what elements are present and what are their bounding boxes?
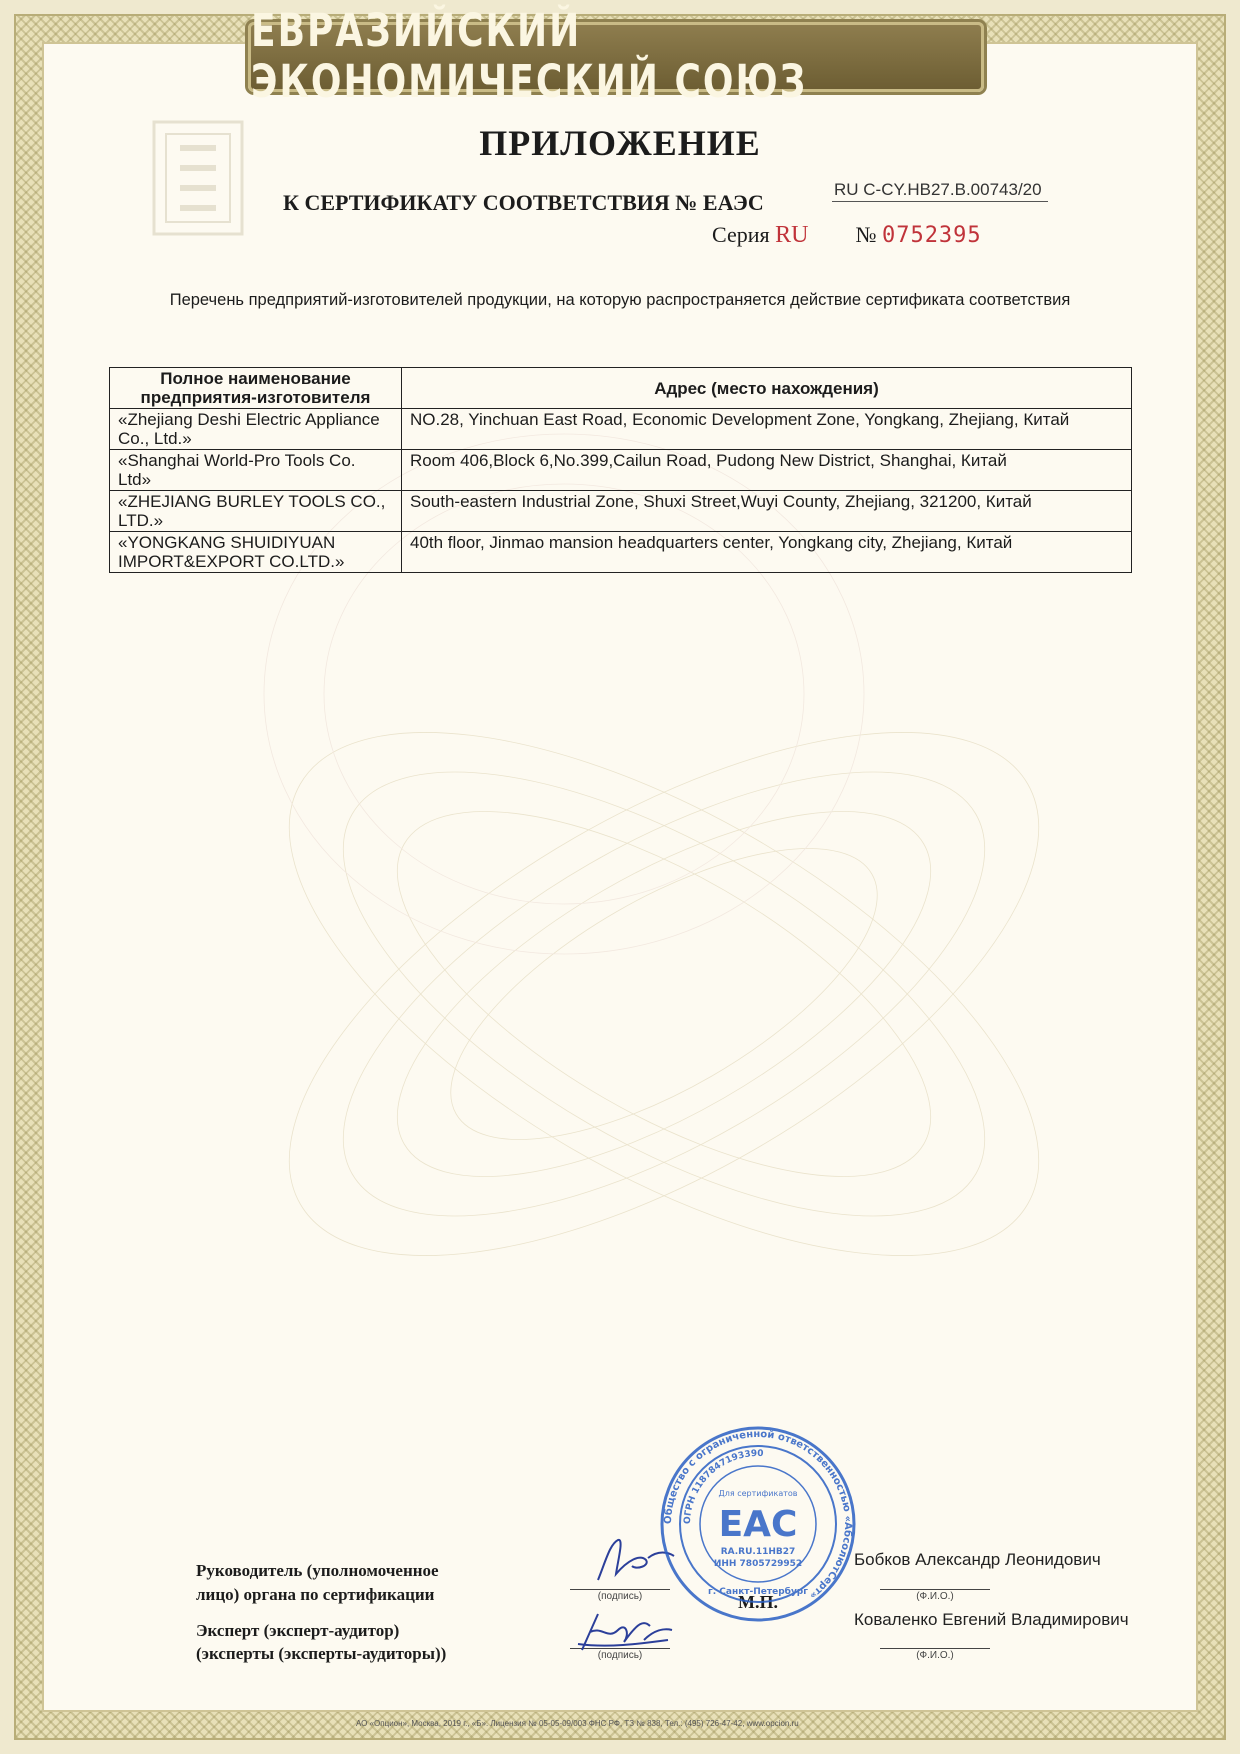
manufacturer-address: 40th floor, Jinmao mansion headquarters center, Yongkang city, Zhejiang, Китай: [402, 532, 1132, 573]
certification-stamp: [658, 1424, 858, 1624]
page-title: ПРИЛОЖЕНИЕ: [479, 123, 761, 163]
certificate-subtitle: К СЕРТИФИКАТУ СООТВЕТСТВИЯ № ЕАЭС: [283, 190, 764, 215]
mp-label: М.П.: [738, 1592, 778, 1612]
manufacturer-name: «ZHEJIANG BURLEY TOOLS CO., LTD.»: [110, 491, 402, 532]
head-name: Бобков Александр Леонидович: [854, 1550, 1101, 1569]
manufacturers-table: [109, 367, 1132, 573]
expert-signature-caption: (подпись): [570, 1648, 670, 1661]
eac-mark-icon: EAC: [718, 1504, 798, 1545]
table-header-row: [110, 368, 1132, 409]
manufacturer-name: «Zhejiang Deshi Electric Appliance Co., Ltd.»: [110, 409, 402, 450]
stamp-inn: ИНН 7805729952: [713, 1559, 803, 1569]
header-name: Полное наименование предприятия-изготовителя: [110, 368, 402, 409]
expert-name: Коваленко Евгений Владимирович: [854, 1610, 1129, 1629]
stamp-city: г. Санкт-Петербург: [708, 1587, 808, 1597]
stamp-ogrn: ОГРН 1187847193390: [682, 1448, 764, 1525]
stamp-body: Для сертификатов: [718, 1489, 798, 1498]
manufacturer-name: «YONGKANG SHUIDIYUAN IMPORT&EXPORT CO.LTD.»: [110, 532, 402, 573]
blank-number: 0752395: [881, 223, 982, 248]
manufacturer-address: Room 406,Block 6,No.399,Cailun Road, Pudong New District, Shanghai, Китай: [402, 450, 1132, 491]
header-banner: [248, 5, 984, 109]
expert-fio-caption: (Ф.И.О.): [880, 1648, 990, 1661]
stamp-accreditation: RA.RU.11НВ27: [720, 1547, 796, 1557]
series-line: [712, 222, 982, 249]
series-label: Серия: [712, 222, 770, 247]
banner-text: ЕВРАЗИЙСКИЙ ЭКОНОМИЧЕСКИЙ СОЮЗ: [251, 5, 808, 109]
series-code: RU: [775, 222, 809, 248]
table-row: [110, 409, 1132, 450]
expert-label-line1: Эксперт (эксперт-аудитор): [196, 1621, 400, 1640]
head-fio-caption: (Ф.И.О.): [880, 1589, 990, 1602]
printer-footer: АО «Опцион», Москва, 2019 г., «Б». Лицензия № 05-05-09/003 ФНС РФ, ТЗ № 838, Тел.: (495) 726-47-42, www.opcion.ru: [356, 1719, 799, 1728]
head-label-line1: Руководитель (уполномоченное: [196, 1561, 439, 1580]
table-row: [110, 491, 1132, 532]
manufacturer-address: South-eastern Industrial Zone, Shuxi Street,Wuyi County, Zhejiang, 321200, Китай: [402, 491, 1132, 532]
table-row: [110, 450, 1132, 491]
table-row: [110, 532, 1132, 573]
number-label: №: [855, 222, 877, 247]
certificate-number: RU С-CY.НВ27.В.00743/20: [832, 180, 1048, 202]
manufacturer-name: «Shanghai World-Pro Tools Co. Ltd»: [110, 450, 402, 491]
intro-text: Перечень предприятий-изготовителей продукции, на которую распространяется действие сертификата соответствия: [169, 291, 1071, 309]
stamp-outer-text: Общество с ограниченной ответственностью «АбсолютСерт»: [662, 1428, 854, 1601]
header-address: Адрес (место нахождения): [402, 368, 1132, 409]
manufacturer-address: NO.28, Yinchuan East Road, Economic Development Zone, Yongkang, Zhejiang, Китай: [402, 409, 1132, 450]
head-label-line2: лицо) органа по сертификации: [196, 1585, 435, 1604]
head-signature-caption: (подпись): [570, 1589, 670, 1602]
expert-label-line2: (эксперты (эксперты-аудиторы)): [196, 1644, 447, 1663]
